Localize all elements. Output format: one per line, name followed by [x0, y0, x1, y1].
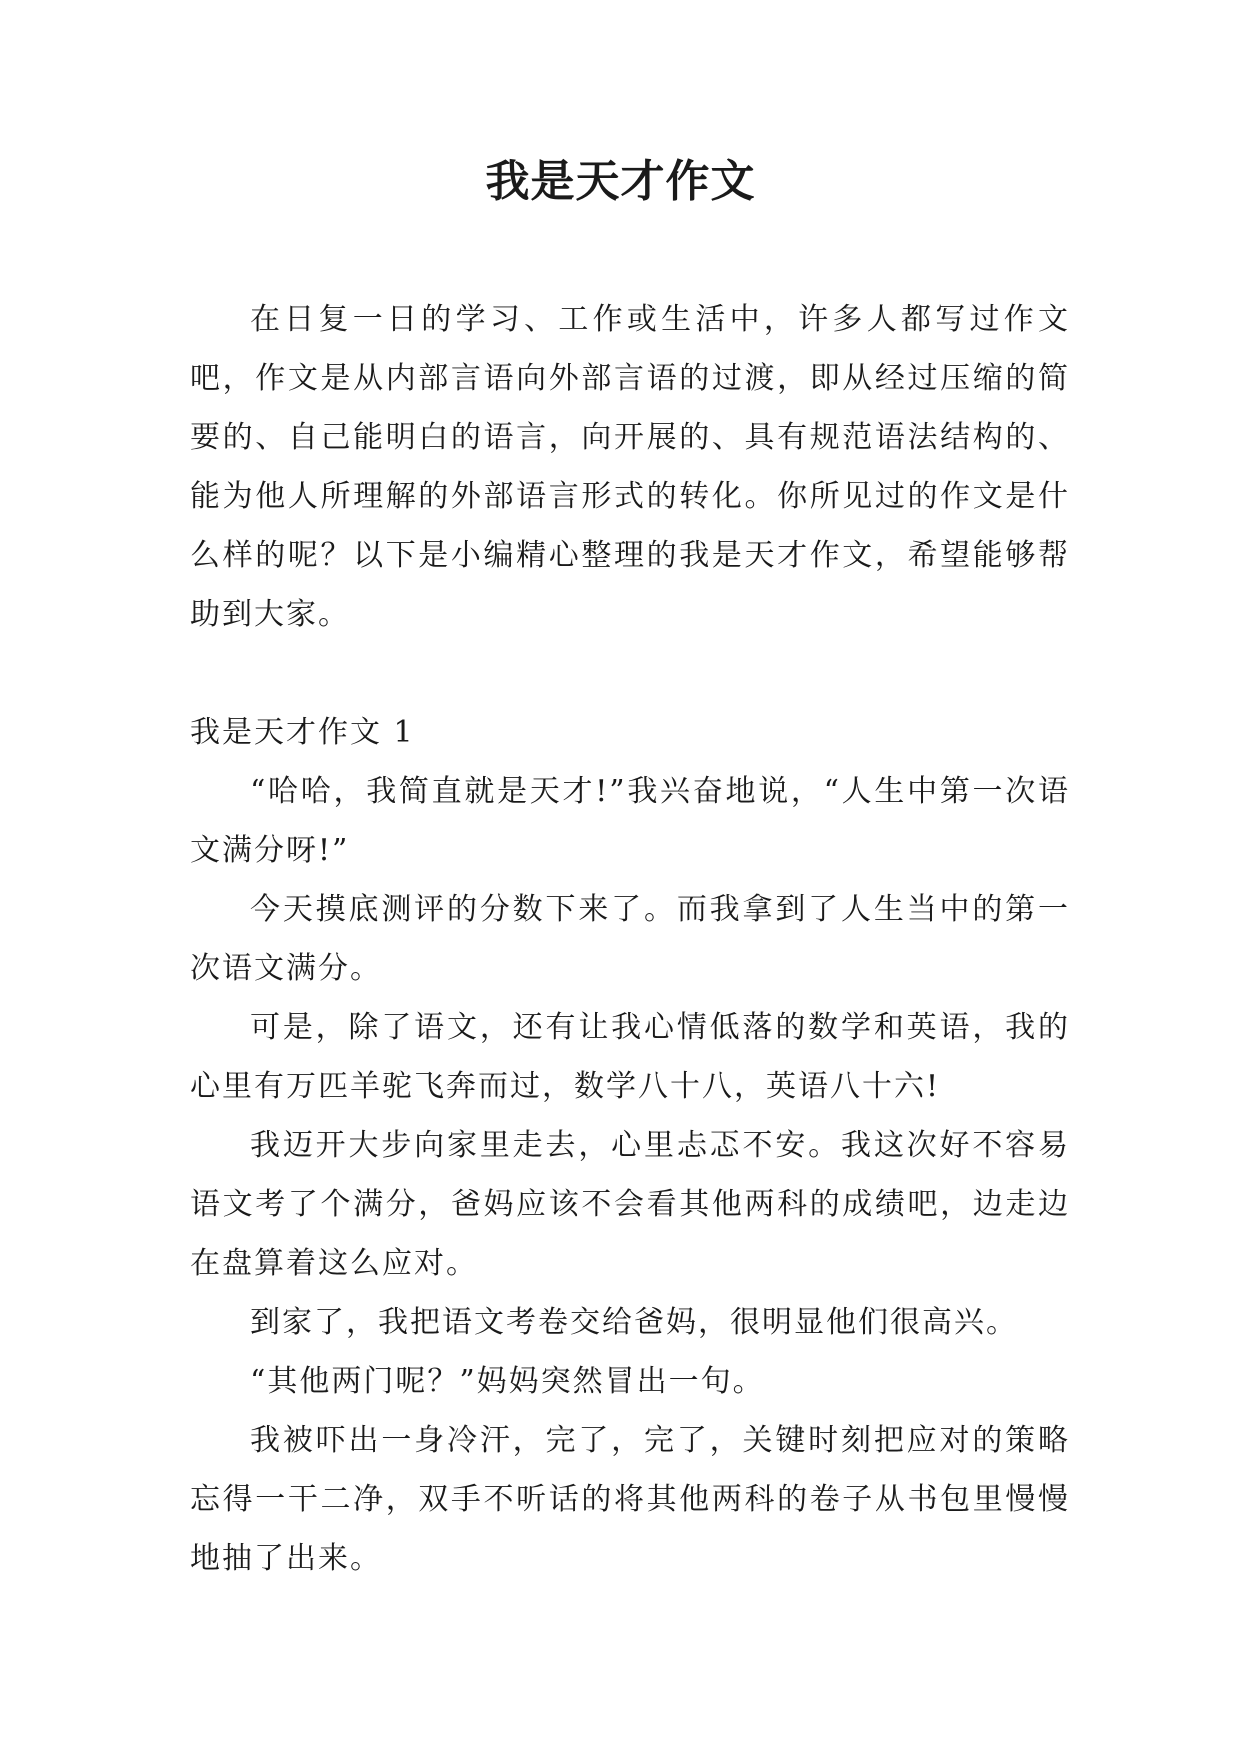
- body-paragraph: “其他两门呢？”妈妈突然冒出一句。: [250, 1364, 765, 1399]
- body-paragraph: 今天摸底测评的分数下来了。而我拿到了人生当中的第一次语文满分。: [190, 892, 1070, 986]
- body-paragraph: 可是，除了语文，还有让我心情低落的数学和英语，我的心里有万匹羊驼飞奔而过，数学八十八，英语八十六!: [190, 1010, 1070, 1104]
- body-paragraph: 我迈开大步向家里走去，心里忐忑不安。我这次好不容易语文考了个满分，爸妈应该不会看其他两科的成绩吧，边走边在盘算着这么应对。: [190, 1128, 1070, 1281]
- body-paragraph: 到家了，我把语文考卷交给爸妈，很明显他们很高兴。: [250, 1305, 1018, 1340]
- intro-paragraph: 在日复一日的学习、工作或生活中，许多人都写过作文吧，作文是从内部言语向外部言语的过渡，即从经过压缩的简要的、自己能明白的语言，向开展的、具有规范语法结构的、能为他人所理解的外部语言形式的转化。你所见过的作文是什么样的呢？以下是小编精心整理的我是天才作文，希望能够帮助到大家。: [190, 302, 1070, 632]
- document-title: 我是天才作文: [485, 156, 756, 207]
- document-body: [190, 290, 1070, 1588]
- body-paragraph: “哈哈，我简直就是天才!”我兴奋地说，“人生中第一次语文满分呀!”: [190, 774, 1070, 868]
- section-heading: 我是天才作文 1: [190, 715, 415, 750]
- body-paragraph: 我被吓出一身冷汗，完了，完了，关键时刻把应对的策略忘得一干二净，双手不听话的将其他两科的卷子从书包里慢慢地抽了出来。: [190, 1423, 1070, 1576]
